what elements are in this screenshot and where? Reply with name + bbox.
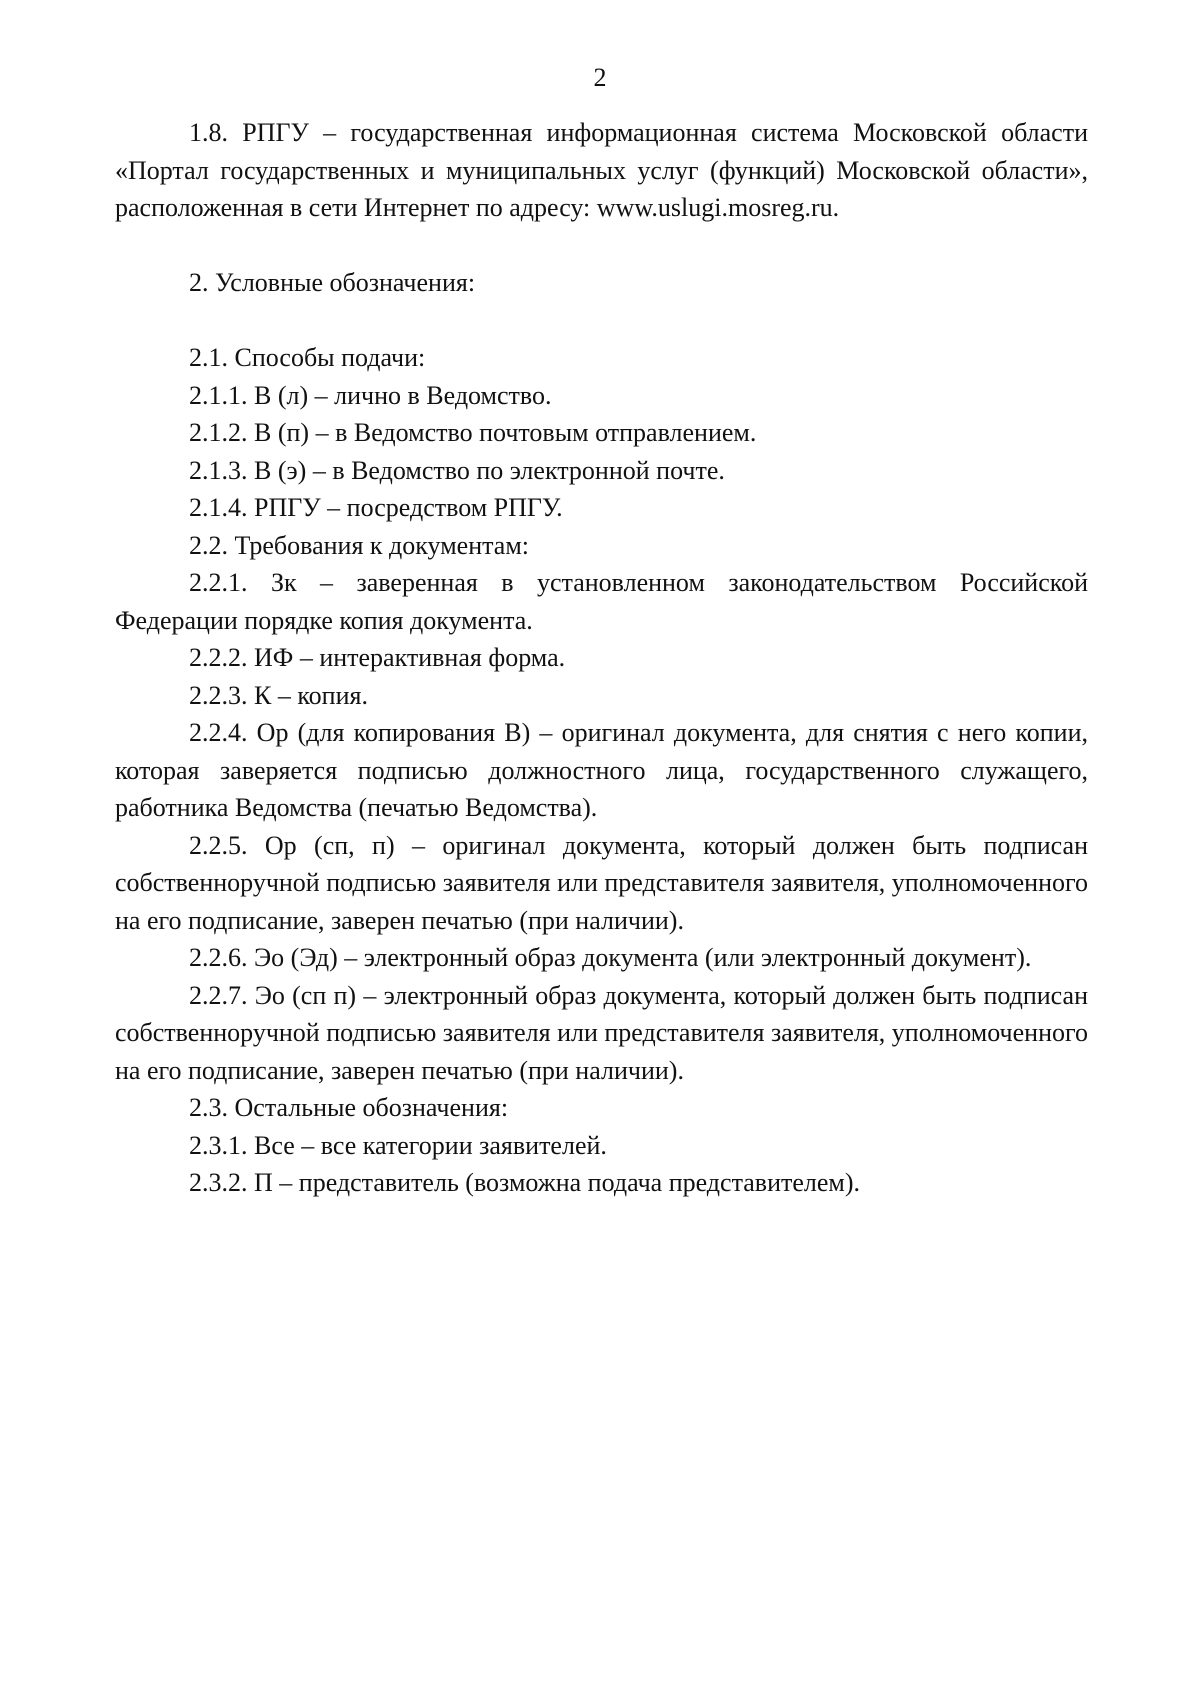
paragraph: 1.8. РПГУ – государственная информационная система Московской области «Портал государственных и муниципальных услуг (функций) Московской области», расположенная в сети Интернет по адресу: www.uslugi.mosreg.ru. [115,118,1088,222]
paragraph: 2.2.1. Зк – заверенная в установленном законодательством Российской Федерации порядке копия документа. [115,568,1088,635]
paragraph: 2.3. Остальные обозначения: [189,1093,509,1122]
paragraph: 2.3.1. Все – все категории заявителей. [189,1130,607,1160]
paragraph: 2.1.2. В (п) – в Ведомство почтовым отправлением. [189,418,757,447]
paragraph: 2.2. Требования к документам: [189,530,530,560]
paragraph: 2.2.5. Ор (сп, п) – оригинал документа, который должен быть подписан собственноручной подписью заявителя или представителя заявителя, уполномоченного на его подписание, заверен печатью (при наличии). [115,830,1088,935]
paragraph: 2.2.6. Эо (Эд) – электронный образ документа (или электронный документ). [189,943,1032,972]
page-number: 2 [593,63,607,92]
document-body [115,114,1088,1202]
paragraph: 2.1.1. В (л) – лично в Ведомство. [189,380,552,410]
paragraph: 2.2.4. Ор (для копирования В) – оригинал документа, для снятия с него копии, которая заверяется подписью должностного лица, государственного служащего, работника Ведомства (печатью Ведомства). [115,718,1088,822]
paragraph: 2.2.3. К – копия. [189,680,368,710]
paragraph: 2.1.3. В (э) – в Ведомство по электронной почте. [189,455,725,485]
paragraph: 2.2.2. ИФ – интерактивная форма. [189,643,566,672]
paragraph: 2.1.4. РПГУ – посредством РПГУ. [189,493,563,522]
paragraph: 2. Условные обозначения: [189,268,476,297]
paragraph: 2.3.2. П – представитель (возможна подача представителем). [189,1168,861,1197]
paragraph-spacer [115,227,1088,265]
paragraph: 2.2.7. Эо (сп п) – электронный образ документа, который должен быть подписан собственноручной подписью заявителя или представителя заявителя, уполномоченного на его подписание, заверен печатью (при наличии). [115,980,1088,1085]
paragraph: 2.1. Способы подачи: [189,343,426,372]
paragraph-spacer [115,302,1088,340]
